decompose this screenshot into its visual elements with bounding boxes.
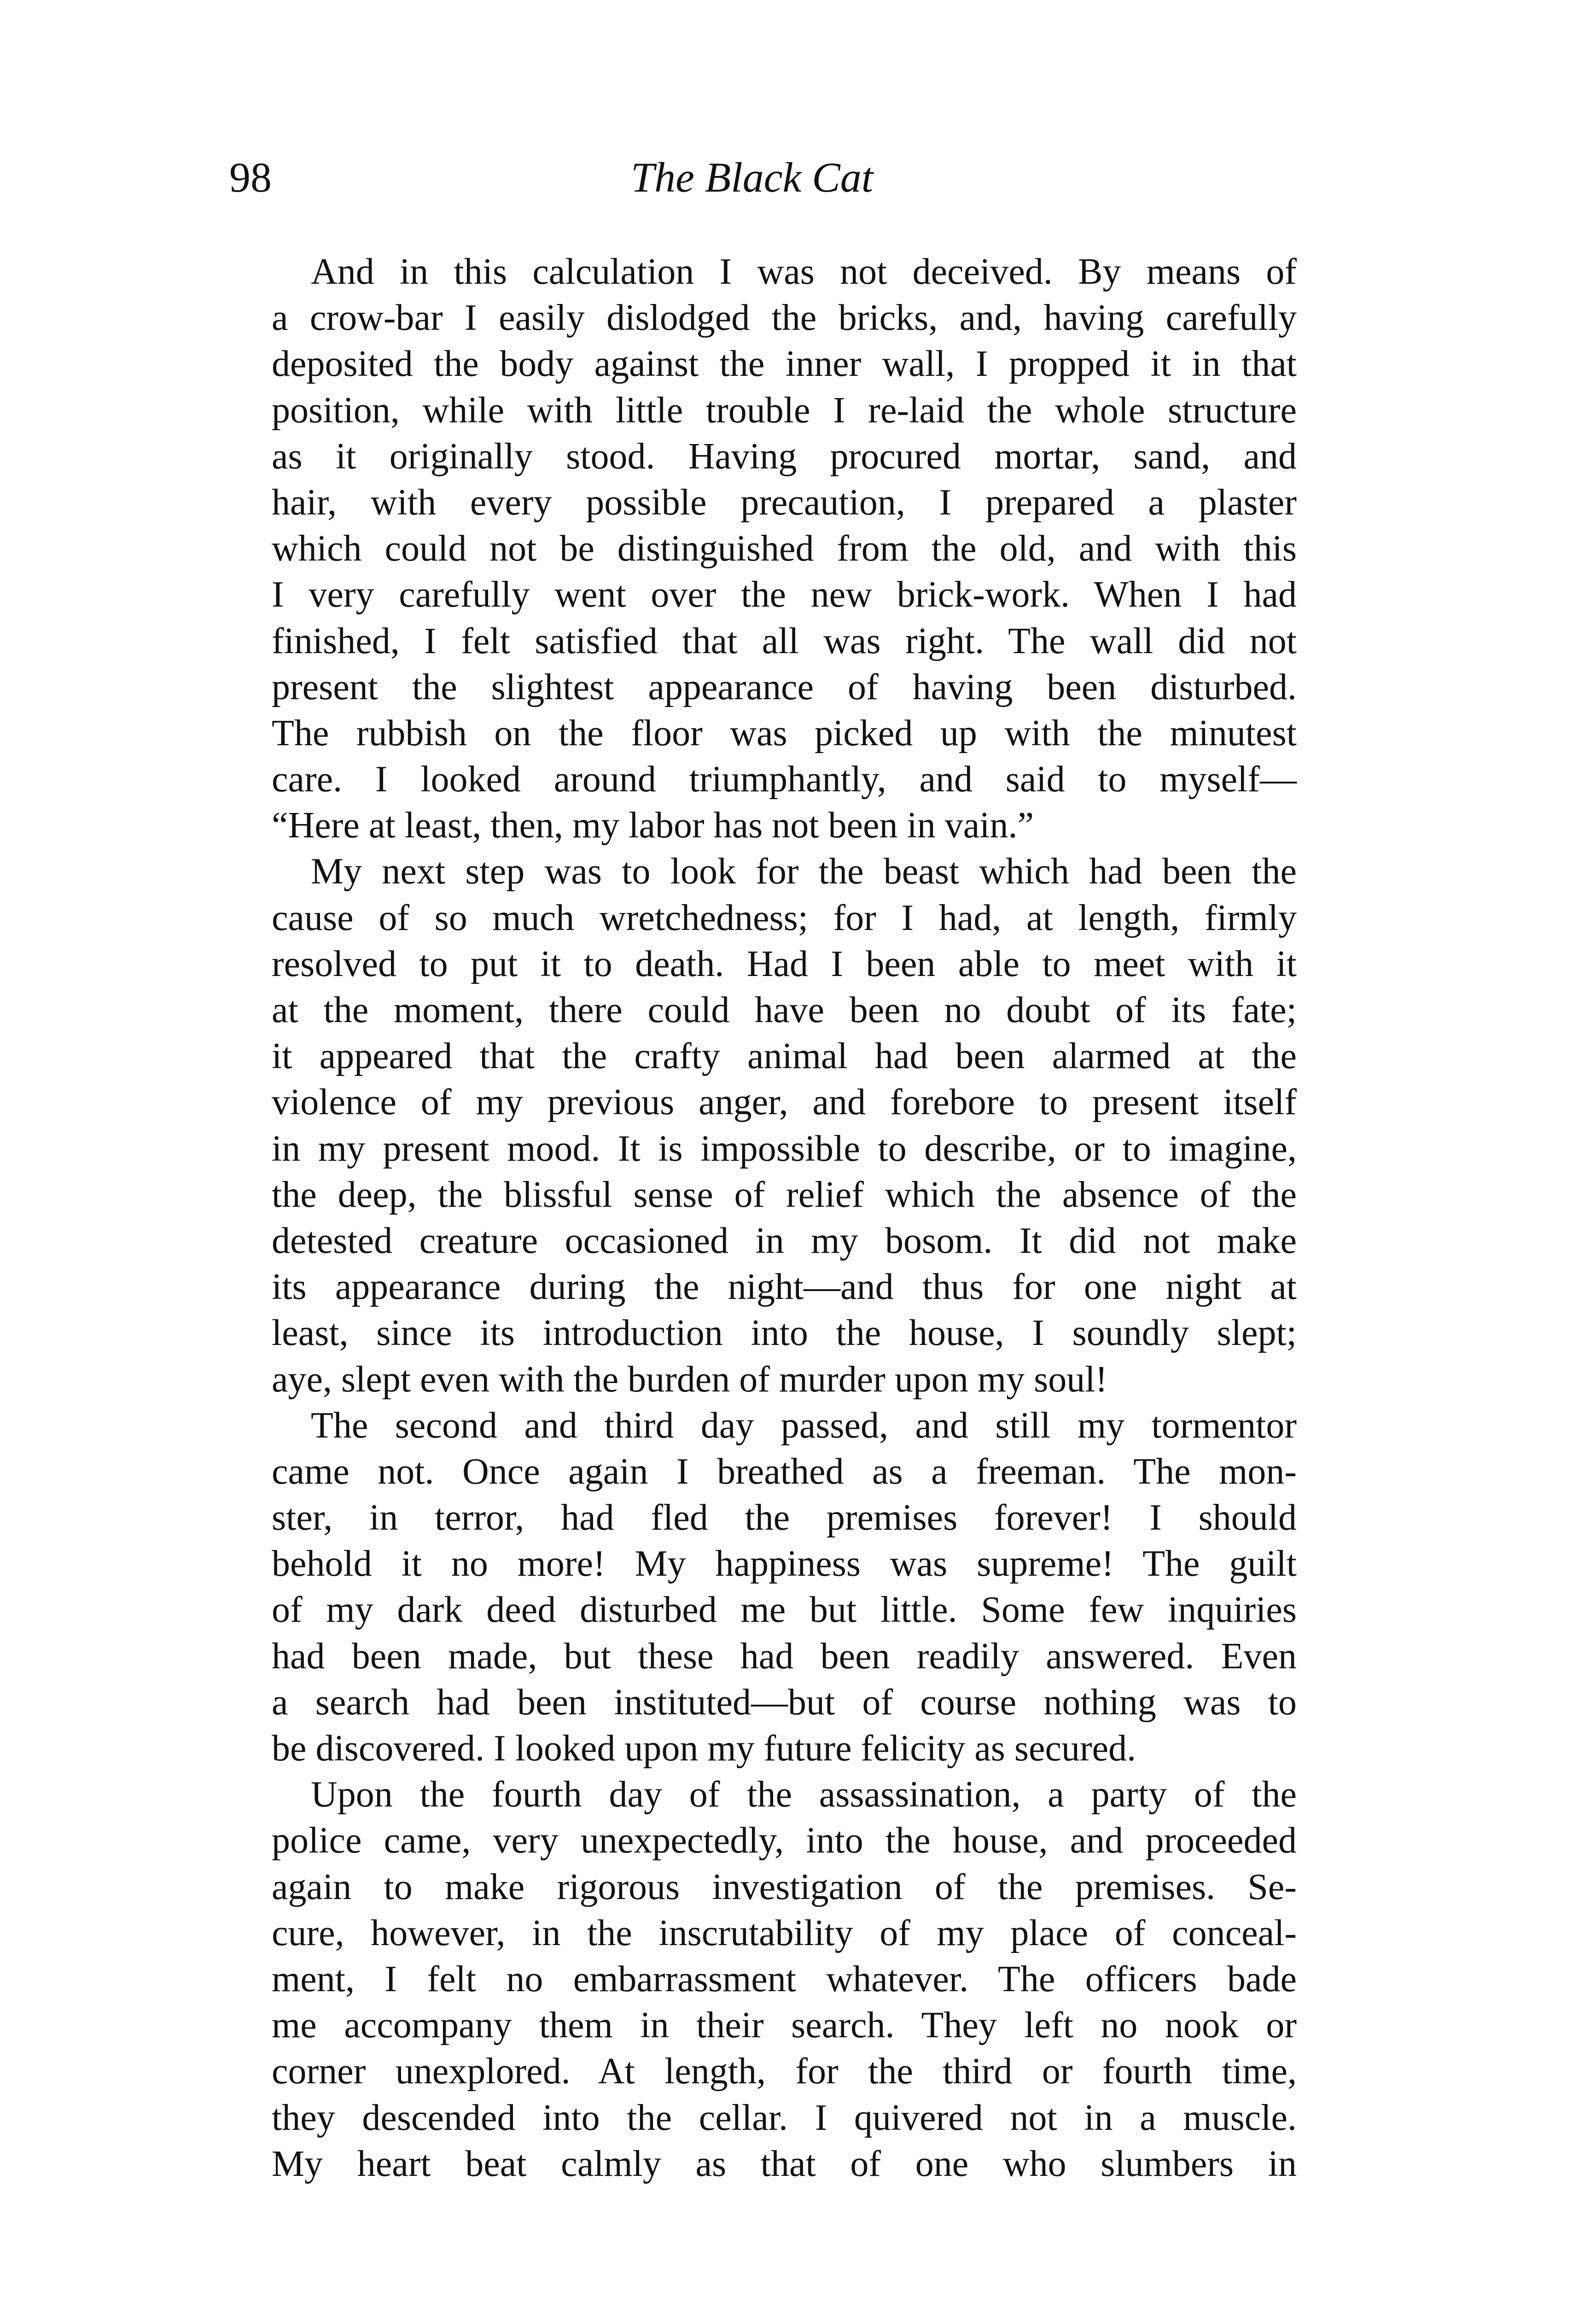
text-line: hair, with every possible precaution, I prepared a plaster [272,482,1297,523]
paragraph [272,848,1297,1402]
text-line: least, since its introduction into the house, I soundly slept; [272,1313,1297,1354]
text-line: a crow-bar I easily dislodged the bricks, and, having carefully [272,298,1297,339]
text-line: at the moment, there could have been no doubt of its fate; [272,990,1297,1030]
text-line: violence of my previous anger, and forebore to present itself [272,1082,1297,1123]
paragraph [272,249,1297,848]
text-line: again to make rigorous investigation of the premises. Se- [272,1866,1297,1907]
text-line: came not. Once again I breathed as a freeman. The mon- [272,1451,1297,1492]
text-line: in my present mood. It is impossible to describe, or to imagine, [272,1128,1297,1169]
body-text [272,249,1297,2187]
text-line: cause of so much wretchedness; for I had, at length, firmly [272,897,1297,938]
text-line: cure, however, in the inscrutability of my place of conceal- [272,1912,1297,1953]
page-number: 98 [229,154,272,201]
text-line: me accompany them in their search. They left no nook or [272,2005,1297,2046]
text-line: I very carefully went over the new brick-work. When I had [272,574,1297,615]
text-line: position, while with little trouble I re-laid the whole structure [272,390,1297,431]
text-line: present the slightest appearance of having been disturbed. [272,666,1297,707]
text-line: The second and third day passed, and still my tormentor [311,1405,1297,1446]
text-line: had been made, but these had been readily answered. Even [272,1636,1297,1677]
text-line: the deep, the blissful sense of relief which the absence of the [272,1174,1297,1215]
text-line: they descended into the cellar. I quivered not in a muscle. [272,2097,1297,2138]
text-line: be discovered. I looked upon my future felicity as secured. [272,1728,1136,1769]
text-line: it appeared that the crafty animal had been alarmed at the [272,1036,1297,1077]
text-line: a search had been instituted—but of course nothing was to [272,1682,1297,1723]
text-line: finished, I felt satisfied that all was right. The wall did not [272,620,1297,661]
text-line: resolved to put it to death. Had I been able to meet with it [272,943,1297,984]
text-line: ment, I felt no embarrassment whatever. The officers bade [272,1958,1297,1999]
paragraph [272,1403,1297,1772]
text-line: aye, slept even with the burden of murder upon my soul! [272,1359,1108,1400]
text-line: My heart beat calmly as that of one who slumbers in [272,2143,1297,2184]
text-line: Upon the fourth day of the assassination, a party of the [311,1774,1297,1815]
text-line: care. I looked around triumphantly, and said to myself— [272,759,1297,800]
text-line: its appearance during the night—and thus for one night at [272,1267,1297,1308]
text-line: And in this calculation I was not deceived. By means of [311,251,1297,292]
text-line: The rubbish on the floor was picked up with the minutest [272,713,1297,754]
paragraph [272,1771,1297,2187]
text-line: which could not be distinguished from the old, and with this [272,528,1297,569]
text-line: behold it no more! My happiness was supreme! The guilt [272,1543,1297,1584]
text-line: My next step was to look for the beast which had been the [311,851,1297,892]
text-line: police came, very unexpectedly, into the house, and proceeded [272,1820,1297,1861]
text-line: corner unexplored. At length, for the third or fourth time, [272,2051,1297,2092]
text-line: ster, in terror, had fled the premises forever! I should [272,1497,1297,1538]
text-line: deposited the body against the inner wall, I propped it in that [272,344,1297,385]
text-line: “Here at least, then, my labor has not been in vain.” [272,805,1034,846]
running-title: The Black Cat [631,154,874,201]
text-line: detested creature occasioned in my bosom. It did not make [272,1220,1297,1261]
text-line: as it originally stood. Having procured mortar, sand, and [272,436,1297,477]
text-line: of my dark deed disturbed me but little. Some few inquiries [272,1590,1297,1631]
